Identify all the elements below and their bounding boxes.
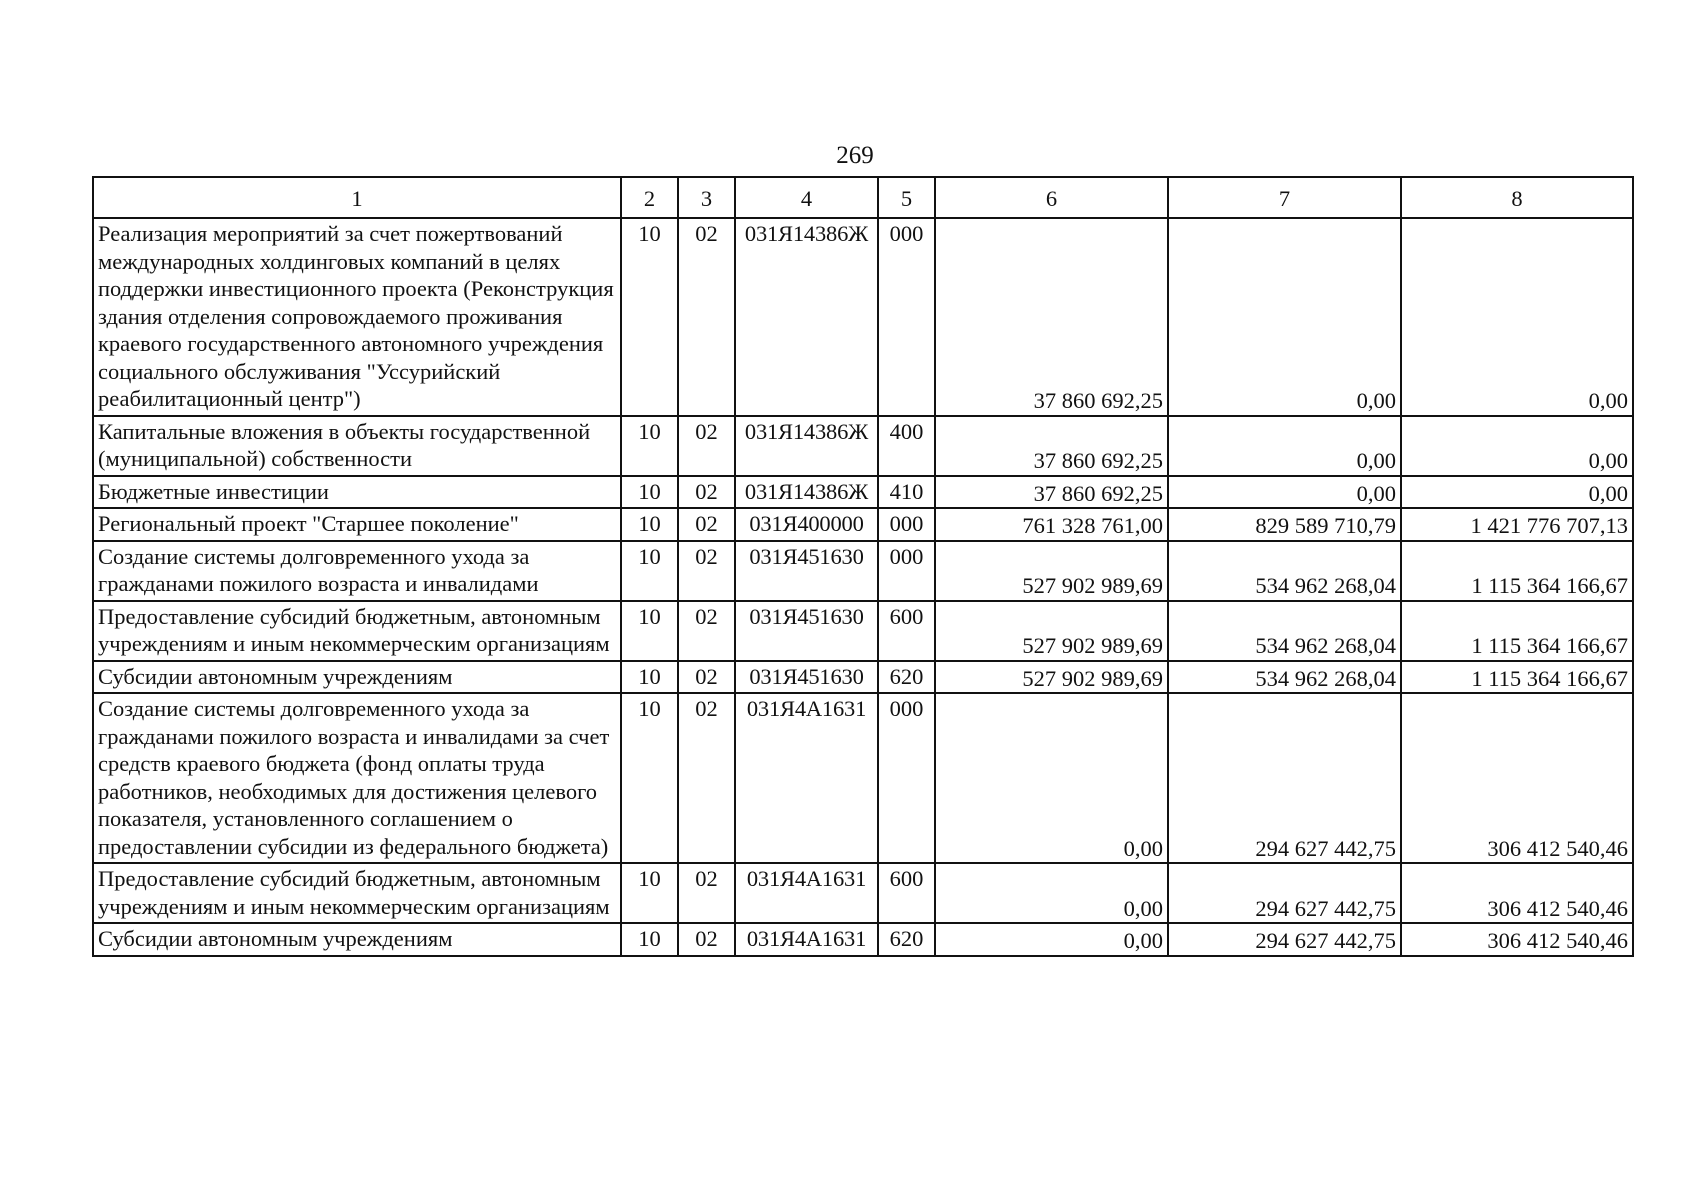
amount-col-8: 306 412 540,46 — [1401, 693, 1633, 863]
amount-col-8: 0,00 — [1401, 476, 1633, 509]
amount-col-8: 306 412 540,46 — [1401, 923, 1633, 956]
column-header: 8 — [1401, 177, 1633, 218]
subsection-code: 02 — [678, 693, 735, 863]
subsection-code: 02 — [678, 661, 735, 694]
target-code: 031Я14386Ж — [735, 218, 878, 416]
target-code: 031Я451630 — [735, 541, 878, 601]
expense-type-code: 600 — [878, 863, 935, 923]
target-code: 031Я451630 — [735, 661, 878, 694]
amount-col-7: 294 627 442,75 — [1168, 923, 1401, 956]
subsection-code: 02 — [678, 508, 735, 541]
budget-table — [92, 176, 1634, 957]
amount-col-6: 37 860 692,25 — [935, 476, 1168, 509]
expense-type-code: 000 — [878, 693, 935, 863]
table-row — [93, 541, 1633, 601]
subsection-code: 02 — [678, 923, 735, 956]
section-code: 10 — [621, 863, 678, 923]
table-row — [93, 923, 1633, 956]
amount-col-8: 306 412 540,46 — [1401, 863, 1633, 923]
section-code: 10 — [621, 601, 678, 661]
amount-col-6: 37 860 692,25 — [935, 416, 1168, 476]
row-name: Реализация мероприятий за счет пожертвований международных холдинговых компаний в целях поддержки инвестиционного проекта (Реконструкция здания отделения сопровождаемого проживания краевого государственного автономного учреждения социального обслуживания "Уссурийский реабилитационный центр") — [93, 218, 621, 416]
row-name: Предоставление субсидий бюджетным, автономным учреждениям и иным некоммерческим организациям — [93, 601, 621, 661]
subsection-code: 02 — [678, 476, 735, 509]
amount-col-6: 0,00 — [935, 693, 1168, 863]
amount-col-7: 0,00 — [1168, 476, 1401, 509]
amount-col-7: 0,00 — [1168, 416, 1401, 476]
amount-col-8: 1 115 364 166,67 — [1401, 601, 1633, 661]
column-header: 7 — [1168, 177, 1401, 218]
amount-col-7: 534 962 268,04 — [1168, 541, 1401, 601]
header-row — [93, 177, 1633, 218]
expense-type-code: 000 — [878, 508, 935, 541]
row-name: Региональный проект "Старшее поколение" — [93, 508, 621, 541]
amount-col-7: 0,00 — [1168, 218, 1401, 416]
target-code: 031Я14386Ж — [735, 476, 878, 509]
amount-col-6: 761 328 761,00 — [935, 508, 1168, 541]
section-code: 10 — [621, 541, 678, 601]
amount-col-7: 294 627 442,75 — [1168, 863, 1401, 923]
page-number: 269 — [836, 142, 874, 169]
amount-col-8: 0,00 — [1401, 218, 1633, 416]
section-code: 10 — [621, 923, 678, 956]
expense-type-code: 000 — [878, 541, 935, 601]
target-code: 031Я451630 — [735, 601, 878, 661]
expense-type-code: 600 — [878, 601, 935, 661]
row-name: Субсидии автономным учреждениям — [93, 661, 621, 694]
table-row — [93, 416, 1633, 476]
expense-type-code: 620 — [878, 923, 935, 956]
row-name: Создание системы долговременного ухода за гражданами пожилого возраста и инвалидами за счет средств краевого бюджета (фонд оплаты труда работников, необходимых для достижения целевого показателя, установленного соглашением о предоставлении субсидии из федерального бюджета) — [93, 693, 621, 863]
amount-col-6: 37 860 692,25 — [935, 218, 1168, 416]
expense-type-code: 620 — [878, 661, 935, 694]
table-row — [93, 601, 1633, 661]
amount-col-8: 1 115 364 166,67 — [1401, 541, 1633, 601]
section-code: 10 — [621, 508, 678, 541]
amount-col-8: 0,00 — [1401, 416, 1633, 476]
target-code: 031Я4А1631 — [735, 863, 878, 923]
amount-col-8: 1 421 776 707,13 — [1401, 508, 1633, 541]
target-code: 031Я14386Ж — [735, 416, 878, 476]
amount-col-7: 294 627 442,75 — [1168, 693, 1401, 863]
column-header: 3 — [678, 177, 735, 218]
table-row — [93, 476, 1633, 509]
subsection-code: 02 — [678, 601, 735, 661]
section-code: 10 — [621, 218, 678, 416]
column-header: 1 — [93, 177, 621, 218]
table-row — [93, 218, 1633, 416]
subsection-code: 02 — [678, 218, 735, 416]
section-code: 10 — [621, 661, 678, 694]
row-name: Создание системы долговременного ухода за гражданами пожилого возраста и инвалидами — [93, 541, 621, 601]
expense-type-code: 410 — [878, 476, 935, 509]
target-code: 031Я400000 — [735, 508, 878, 541]
column-header: 5 — [878, 177, 935, 218]
table-row — [93, 693, 1633, 863]
subsection-code: 02 — [678, 863, 735, 923]
target-code: 031Я4А1631 — [735, 923, 878, 956]
subsection-code: 02 — [678, 416, 735, 476]
amount-col-6: 0,00 — [935, 863, 1168, 923]
amount-col-6: 527 902 989,69 — [935, 661, 1168, 694]
row-name: Субсидии автономным учреждениям — [93, 923, 621, 956]
section-code: 10 — [621, 476, 678, 509]
amount-col-8: 1 115 364 166,67 — [1401, 661, 1633, 694]
row-name: Предоставление субсидий бюджетным, автономным учреждениям и иным некоммерческим организациям — [93, 863, 621, 923]
column-header: 6 — [935, 177, 1168, 218]
expense-type-code: 000 — [878, 218, 935, 416]
column-header: 4 — [735, 177, 878, 218]
column-header: 2 — [621, 177, 678, 218]
amount-col-7: 534 962 268,04 — [1168, 601, 1401, 661]
row-name: Капитальные вложения в объекты государственной (муниципальной) собственности — [93, 416, 621, 476]
amount-col-7: 829 589 710,79 — [1168, 508, 1401, 541]
table-row — [93, 661, 1633, 694]
subsection-code: 02 — [678, 541, 735, 601]
table-row — [93, 863, 1633, 923]
amount-col-6: 0,00 — [935, 923, 1168, 956]
section-code: 10 — [621, 416, 678, 476]
section-code: 10 — [621, 693, 678, 863]
amount-col-6: 527 902 989,69 — [935, 601, 1168, 661]
amount-col-7: 534 962 268,04 — [1168, 661, 1401, 694]
amount-col-6: 527 902 989,69 — [935, 541, 1168, 601]
table-row — [93, 508, 1633, 541]
target-code: 031Я4А1631 — [735, 693, 878, 863]
expense-type-code: 400 — [878, 416, 935, 476]
row-name: Бюджетные инвестиции — [93, 476, 621, 509]
